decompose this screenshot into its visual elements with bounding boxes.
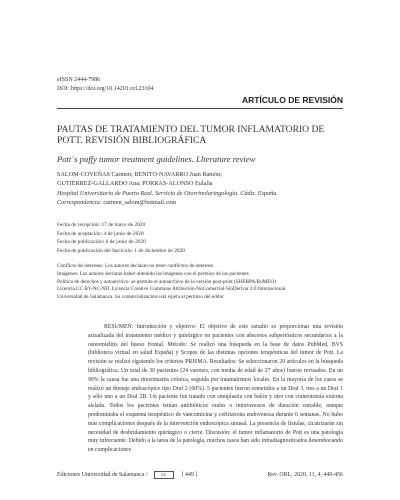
date-issue-published: Fecha de publicación del fascículo: 1 de diciembre de 2020 — [57, 247, 185, 254]
date-received: Fecha de recepción: 17 de mayo de 2020 — [57, 222, 146, 228]
affiliation — [57, 190, 343, 207]
note-license: Licencia CC BY-NC-ND. Licencia Creative Commons Atribución-NoComercial-SinDerivar 4.0 Internacional — [57, 286, 286, 293]
publication-dates — [57, 221, 185, 255]
article-metadata — [57, 76, 154, 93]
date-published: Fecha de publicación: 6 de junio de 2020 — [57, 239, 146, 246]
date-accepted: Fecha de aceptación: 4 de junio de 2020 — [57, 230, 144, 237]
cc-license-logo: CC — [154, 471, 174, 479]
note-conflicts: Conflicto de intereses: Los autores declaran no tener conflictos de intereses — [57, 263, 214, 269]
publisher-name: Ediciones Universidad de Salamanca / — [57, 472, 148, 478]
correspondence-email[interactable]: carmen_salom@hotmail.com — [103, 198, 177, 206]
author-line: SALOM-COVEÑAS Carmen; BENITO-NAVARRO Juan Ramón; — [57, 171, 222, 178]
note-images: Imágenes: Los autores declaran haber obtenido las imágenes con el permiso de los pacientes — [57, 270, 249, 277]
correspondence — [57, 199, 343, 208]
abstract-label: RESUMEN: — [104, 324, 134, 330]
author-line: GUTIÉRREZ-GALLARDO Ana; PORRAS-ALONSO Eulalia — [57, 179, 213, 187]
affiliation-text: Hospital Universitario de Puerto Real. Servicio de Otorrinolaringología. Cádiz. España. — [57, 190, 278, 197]
article-notes — [57, 263, 347, 302]
note-copyright-policy: Política de derechos y autoarchivo: se permite el autoarchivo de la versión post-print (SHERPA/RoMEO) — [57, 278, 276, 285]
author-list — [57, 171, 343, 188]
eissn: eISSN 2444-7986 — [57, 77, 101, 83]
doi-link[interactable]: DOI: https://doi.org/10.14201/orl.23104 — [57, 85, 154, 92]
abstract — [88, 323, 343, 455]
article-type-label: ARTÍCULO DE REVISIÓN — [241, 95, 343, 105]
abstract-text: Introducción y objetivo: El objetivo de este estudio es proporcionar una revisión actualizada del tratamiento médico y quirúrgico en pacientes con abscesos subperiósticos secundarios a la osteomielitis del hueso frontal. Método: Se realizó una búsqueda en la base de datos PubMed, BVS (biblioteca virtual en salud España) y Scopus de las distintas opciones terapéuticas del tumor de Pott. La revisión se realizó siguiendo los criterios PRISMA. Resultados: Se seleccionaron 20 artículos en la búsqueda bibliográfica. Un total de 30 pacientes (24 varones, con media de edad de 27 años) fueron revisados. En un 90% la causa fue una rinosinusitis crónica, seguida por traumatismos locales. En la mayoría de los casos se realizó un drenaje endoscópico tipo Draf 2 (60%). 5 pacientes fueron sometidos a un Draf 3, tres a un Draf 1 y sólo uno a un Draf 2B. Un paciente fue tratado con sinuplastia con balón y otro con craneotomía externa aislada. Todos los pacientes tenían antibióticos orales o intravenosos de duración variable, aunque predominaba el esquema terapéutico de vancomicina y ceftriaxona endovenosa durante 6 semanas. No hubo más complicaciones después de la intervención endoscópica sinusal. La presencia de fístulas, cicatrizarán sin necesidad de desbridamiento quirúrgico o cierre. Discusión: el tumor inflamatorio de Pott es una patología muy infrecuente. Debido a la tarea de la patología, muchos casos han sido infradiagnosticados desembocando en complicaciones — [88, 324, 343, 454]
page-number: [ 449 ] — [181, 472, 198, 478]
page-footer — [57, 471, 343, 479]
note-university: Universidad de Salamanca. Su comercialización está sujeta al permiso del editor — [57, 294, 224, 301]
article-title: PAUTAS DE TRATAMIENTO DEL TUMOR INFLAMATORIO DE POTT. REVISIÓN BIBLIOGRÁFICA — [57, 124, 325, 146]
article-subtitle: Pott´s puffy tumor treatment guidelines. Llterature review — [57, 154, 256, 164]
journal-citation: Rev. ORL, 2020, 11, 4, 449-456 — [267, 472, 343, 478]
correspondence-label: Correspondencia: — [57, 198, 102, 206]
header-divider — [57, 108, 343, 109]
